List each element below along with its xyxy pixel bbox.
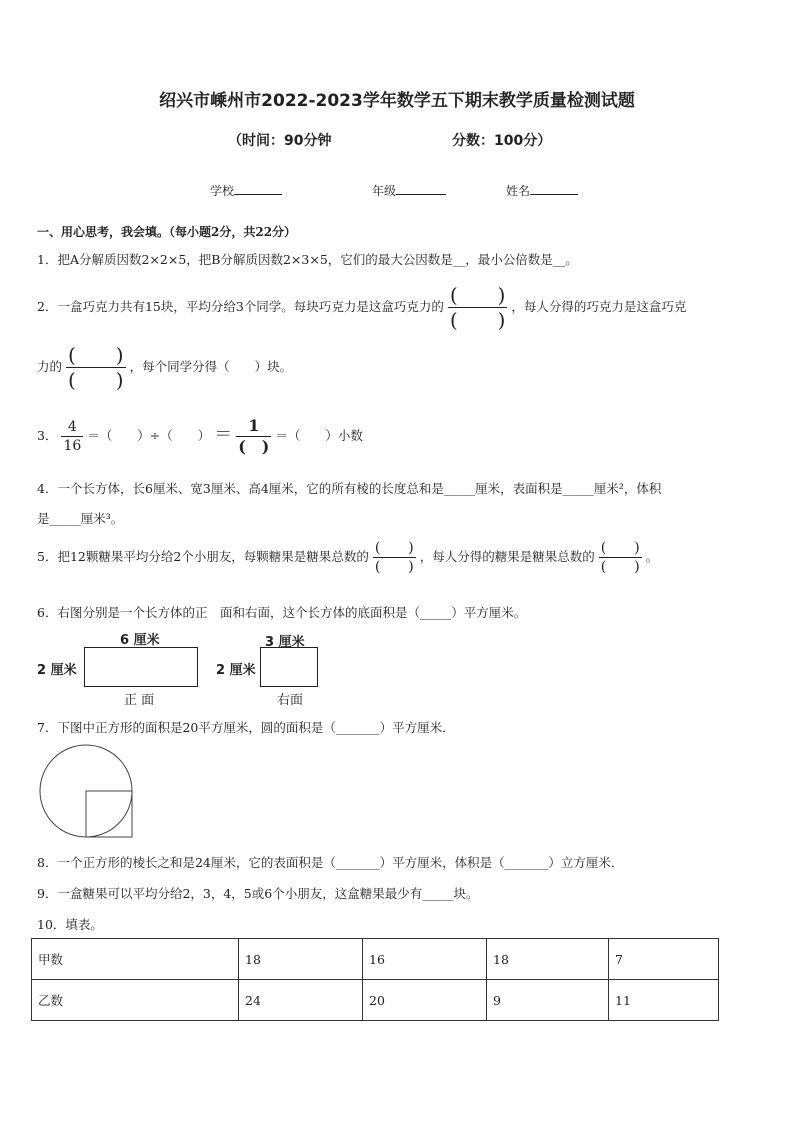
question-4-line2: 是_____厘米³。 bbox=[37, 511, 124, 526]
q2-fraction-2[interactable] bbox=[66, 345, 126, 390]
page-title: 绍兴市嵊州市2022-2023学年数学五下期末教学质量检测试题 bbox=[159, 91, 635, 111]
school-blank[interactable] bbox=[234, 182, 282, 195]
q3-division: ＝（ ）÷（ ） bbox=[87, 428, 211, 443]
q5-text-b: ，每人分得的糖果是糖果总数的 bbox=[419, 549, 595, 564]
q3-denominator: 16 bbox=[63, 438, 82, 454]
question-1: 1．把A分解质因数2×2×5，把B分解质因数2×3×5，它们的最大公因数是__，最小公倍数是__。 bbox=[37, 252, 578, 267]
school-label: 学校 bbox=[210, 184, 235, 198]
q2-fraction-1[interactable] bbox=[448, 285, 508, 330]
q2-frac2-numerator: ( ) bbox=[68, 343, 124, 367]
q3-number: 3． bbox=[37, 428, 58, 443]
q5-frac2-denominator: ( ) bbox=[600, 559, 640, 575]
question-10: 10．填表。 bbox=[37, 917, 103, 932]
name-label: 姓名 bbox=[506, 184, 531, 198]
side-face-rect bbox=[260, 647, 318, 687]
q5-fraction-1[interactable] bbox=[373, 541, 416, 574]
table-cell: 乙数 bbox=[32, 980, 239, 1021]
table-row bbox=[32, 980, 719, 1021]
q2-text-d: ，每个同学分得（ ）块。 bbox=[129, 359, 293, 374]
q5-frac1-denominator: ( ) bbox=[374, 559, 414, 575]
school-field bbox=[210, 182, 282, 199]
square-shape bbox=[86, 791, 132, 837]
table-cell[interactable]: 11 bbox=[609, 980, 719, 1021]
question-5 bbox=[37, 541, 658, 574]
front-length-label: 6 厘米 bbox=[120, 633, 160, 648]
q2-frac1-numerator: ( ) bbox=[449, 283, 506, 307]
exam-score: 分数：100分） bbox=[452, 133, 552, 149]
q2-frac2-denominator: ( ) bbox=[68, 368, 124, 392]
q5-frac1-numerator: ( ) bbox=[374, 540, 414, 556]
grade-blank[interactable] bbox=[396, 182, 446, 195]
name-blank[interactable] bbox=[530, 182, 578, 195]
side-height-label: 2 厘米 bbox=[216, 663, 256, 678]
table-cell[interactable]: 9 bbox=[487, 980, 609, 1021]
question-4-line1: 4．一个长方体，长6厘米、宽3厘米、高4厘米，它的所有棱的长度总和是_____厘米，表面积是_____厘米²，体积 bbox=[37, 481, 662, 496]
q5-text-c: 。 bbox=[645, 549, 659, 564]
question-2-line2 bbox=[37, 345, 292, 390]
table-cell[interactable]: 24 bbox=[239, 980, 363, 1021]
exam-time: （时间：90分钟 bbox=[228, 133, 332, 149]
q2-text-a: 2．一盒巧克力共有15块，平均分给3个同学。每块巧克力是这盒巧克力的 bbox=[37, 299, 444, 314]
question-6: 6．右图分别是一个长方体的正 面和右面，这个长方体的底面积是（_____）平方厘米。 bbox=[37, 605, 527, 620]
table-cell[interactable]: 18 bbox=[239, 939, 363, 980]
q3-frac2-numerator: 1 bbox=[248, 416, 260, 435]
table-cell: 甲数 bbox=[32, 939, 239, 980]
q3-fraction-blank[interactable] bbox=[236, 418, 271, 455]
table-cell[interactable]: 18 bbox=[487, 939, 609, 980]
question-9: 9．一盒糖果可以平均分给2，3，4，5或6个小朋友，这盒糖果最少有_____块。 bbox=[37, 886, 479, 901]
front-face-rect bbox=[84, 647, 198, 687]
q3-equals: ＝ bbox=[214, 424, 233, 445]
side-width-label: 3 厘米 bbox=[265, 635, 305, 650]
table-row bbox=[32, 939, 719, 980]
q5-text-a: 5．把12颗糖果平均分给2个小朋友，每颗糖果是糖果总数的 bbox=[37, 549, 369, 564]
fill-table bbox=[31, 938, 719, 1021]
front-caption: 正 面 bbox=[124, 693, 155, 708]
circle-square-figure bbox=[38, 744, 138, 840]
q3-frac2-denominator: ( ) bbox=[238, 437, 270, 456]
table-cell[interactable]: 16 bbox=[363, 939, 487, 980]
table-cell[interactable]: 20 bbox=[363, 980, 487, 1021]
q3-numerator: 4 bbox=[67, 419, 77, 435]
name-field bbox=[506, 182, 578, 199]
side-caption: 右面 bbox=[277, 693, 304, 708]
q3-fraction-given bbox=[61, 420, 83, 453]
question-2-line1 bbox=[37, 285, 686, 330]
q5-fraction-2[interactable] bbox=[599, 541, 642, 574]
grade-label: 年级 bbox=[372, 184, 397, 198]
grade-field bbox=[372, 182, 446, 199]
section-heading: 一、用心思考，我会填。（每小题2分，共22分） bbox=[37, 225, 297, 239]
q2-text-c: 力的 bbox=[37, 359, 63, 374]
question-8: 8．一个正方形的棱长之和是24厘米，它的表面积是（_______）平方厘米，体积是（_______）立方厘米． bbox=[37, 855, 624, 870]
question-7: 7．下图中正方形的面积是20平方厘米，圆的面积是（_______）平方厘米． bbox=[37, 720, 455, 735]
question-3 bbox=[37, 418, 363, 455]
table-cell[interactable]: 7 bbox=[609, 939, 719, 980]
q2-text-b: ，每人分得的巧克力是这盒巧克 bbox=[511, 299, 687, 314]
q2-frac1-denominator: ( ) bbox=[449, 308, 506, 332]
front-height-label: 2 厘米 bbox=[37, 663, 77, 678]
q5-frac2-numerator: ( ) bbox=[600, 540, 640, 556]
q3-decimal: ＝（ ）小数 bbox=[275, 428, 363, 443]
